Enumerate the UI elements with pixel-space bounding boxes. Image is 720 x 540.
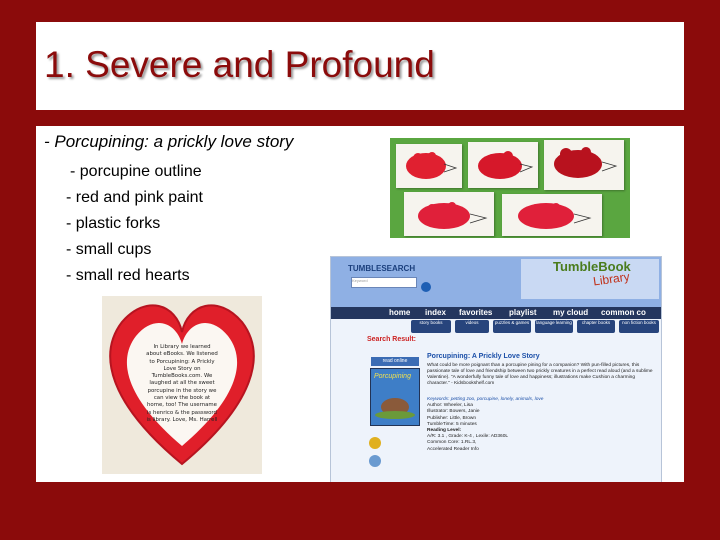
meta-line: Common Core: 1.RL.3,	[427, 440, 477, 446]
porcupine-card	[404, 192, 494, 236]
tab-story-books[interactable]: story books	[411, 320, 451, 333]
porcupine-cards-photo	[390, 138, 630, 238]
list-item: - plastic forks	[66, 215, 161, 232]
cover-title: Porcupining	[374, 373, 411, 380]
porcupine-card	[502, 194, 602, 236]
porcupine-illustration	[371, 369, 419, 425]
meta-line: Publisher: Little, Brown	[427, 415, 477, 421]
slide-title: 1. Severe and Profound	[44, 44, 435, 85]
list-item: - red and pink paint	[66, 189, 203, 206]
logo-subtext: Library	[592, 269, 631, 289]
read-online-button[interactable]: read online	[371, 357, 419, 366]
heart-note-text: In Library we learned about eBooks. We listened to Porcupining: A Prickly Love Story on TumbleBooks.com. We laughed at all the sweet porcupine in the story we can view the book at home, too! The username is henrico & the password is library. Love, Ms. Harrell	[146, 344, 218, 423]
meta-line: Reading Level:	[427, 428, 462, 434]
meta-line: Illustrator: Bowers, Janie	[427, 409, 480, 415]
tab-puzzles-games[interactable]: puzzles & games	[493, 320, 531, 333]
slide-subtitle: - Porcupining: a prickly love story	[44, 132, 294, 151]
nav-my-cloud[interactable]: my cloud	[553, 308, 589, 317]
content-panel	[36, 126, 684, 482]
supply-list	[66, 162, 203, 292]
meta-line: Accelerated Reader Info	[427, 446, 479, 452]
porcupine-card	[468, 142, 538, 188]
nav-favorites[interactable]: favorites	[459, 308, 493, 317]
list-item: - porcupine outline	[70, 163, 202, 180]
meta-line: TumbleTime: 5 minutes	[427, 421, 477, 427]
star-icon[interactable]	[369, 437, 381, 449]
tumblesearch-label: TUMBLESEARCH	[348, 264, 416, 273]
list-item: - small red hearts	[66, 267, 190, 284]
playlist-icon[interactable]	[369, 455, 381, 467]
nav-common-core[interactable]: common co	[601, 308, 646, 317]
tab-language-learning[interactable]: language learning	[535, 320, 573, 333]
site-header	[331, 257, 661, 307]
meta-line: Author: Wheeler, Lisa	[427, 403, 473, 409]
tumblebook-screenshot	[330, 256, 662, 482]
nav-playlist[interactable]: playlist	[509, 308, 537, 317]
site-nav	[331, 307, 661, 319]
tab-chapter-books[interactable]: chapter books	[577, 320, 615, 333]
book-description: What could be more poignant than a porcupine pining for a companion? With pun-filled pictures, this passionate tale of love and friendship between two prickly creatures in a perfect read aloud (and a sublime Valentine). "A wonderfully funny tale of love and happiness; illustrations make Cushion a charming character." - Kidsbookshelf.com	[427, 363, 653, 386]
porcupine-card	[396, 144, 462, 188]
book-metadata	[427, 397, 657, 453]
search-go-icon[interactable]	[421, 282, 431, 292]
book-cover[interactable]	[370, 368, 420, 426]
tumblebook-logo	[521, 259, 659, 299]
meta-line: A/R: 3.1 , Grade: K-4 , Lexile: AD360L	[427, 434, 509, 440]
list-item: - small cups	[66, 241, 152, 258]
nav-home[interactable]: home	[389, 308, 411, 317]
book-title[interactable]: Porcupining: A Prickly Love Story	[427, 353, 540, 360]
tab-non-fiction-books[interactable]: non fiction books	[619, 320, 659, 333]
search-input[interactable]: Keyword	[351, 277, 417, 288]
book-keywords: Keywords: petting zoo, porcupine, lonely, animals, love	[427, 397, 544, 402]
logo-text: TumbleBook	[553, 259, 631, 274]
tab-videos[interactable]: videos	[455, 320, 489, 333]
search-result-heading: Search Result:	[367, 336, 417, 343]
nav-index[interactable]: index	[425, 308, 446, 317]
porcupine-card	[544, 140, 624, 190]
heart-note-photo	[102, 296, 262, 474]
title-panel	[36, 22, 684, 110]
